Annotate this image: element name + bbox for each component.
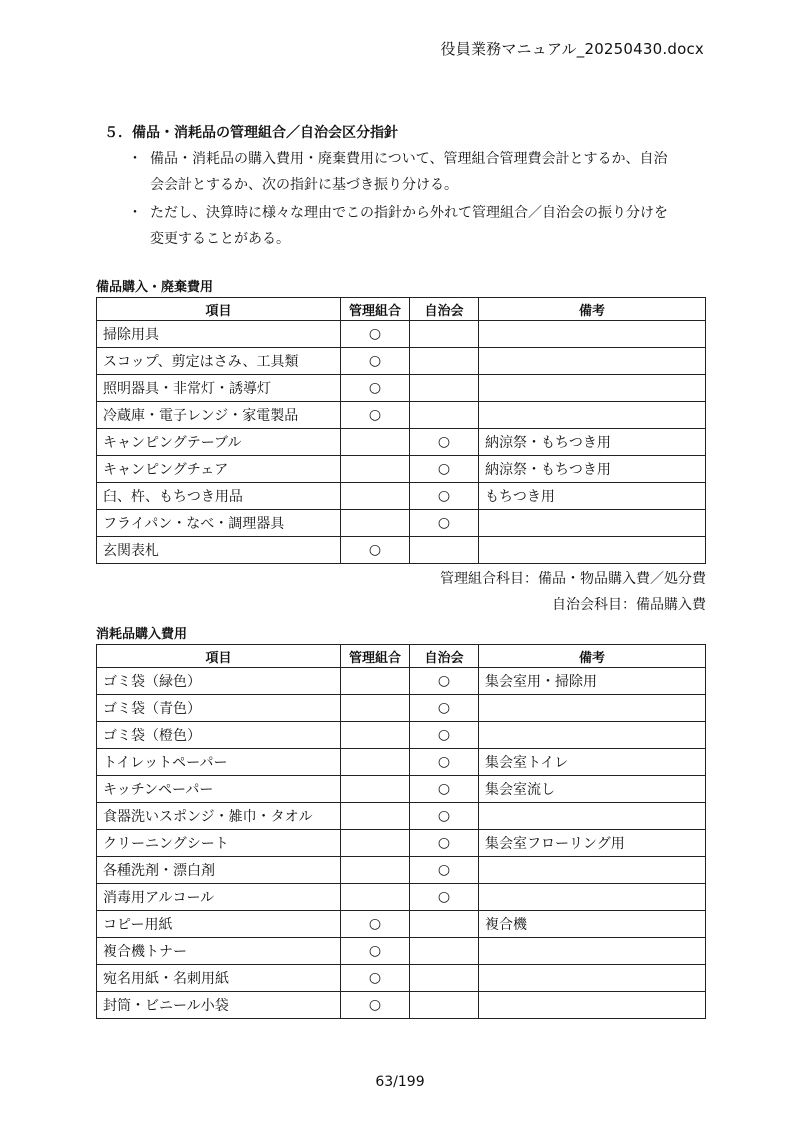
cell-note: 集会室トイレ <box>479 749 706 776</box>
cell-jichi <box>410 537 479 564</box>
cell-item: 宛名用紙・名刺用紙 <box>97 965 341 992</box>
table-row <box>97 695 706 722</box>
cell-item: 臼、杵、もちつき用品 <box>97 483 341 510</box>
cell-note: 集会室流し <box>479 776 706 803</box>
cell-kanri <box>341 776 410 803</box>
cell-item: キャンピングチェア <box>97 456 341 483</box>
cell-kanri: ○ <box>341 965 410 992</box>
cell-kanri: ○ <box>341 321 410 348</box>
cell-jichi: ○ <box>410 695 479 722</box>
cell-item: 冷蔵庫・電子レンジ・家電製品 <box>97 402 341 429</box>
section-title: ５．備品・消耗品の管理組合／自治会区分指針 <box>104 125 398 141</box>
cell-note <box>479 803 706 830</box>
account-note: 管理組合科目：備品・物品購入費／処分費 <box>440 571 706 587</box>
cell-jichi: ○ <box>410 456 479 483</box>
table-row <box>97 749 706 776</box>
cell-kanri <box>341 749 410 776</box>
page-number: 63/199 <box>375 1074 425 1090</box>
table-row <box>97 803 706 830</box>
equipment-table-body <box>97 321 706 564</box>
cell-jichi <box>410 402 479 429</box>
cell-item: ゴミ袋（青色） <box>97 695 341 722</box>
cell-item: ゴミ袋（緑色） <box>97 668 341 695</box>
cell-jichi: ○ <box>410 776 479 803</box>
table-row <box>97 722 706 749</box>
table-row <box>97 402 706 429</box>
equipment-table <box>96 297 706 564</box>
cell-kanri: ○ <box>341 911 410 938</box>
bullet-line: ただし、決算時に様々な理由でこの指針から外れて管理組合／自治会の振り分けを <box>150 205 668 221</box>
cell-item: 消毒用アルコール <box>97 884 341 911</box>
cell-jichi <box>410 911 479 938</box>
cell-item: 食器洗いスポンジ・雑巾・タオル <box>97 803 341 830</box>
cell-jichi: ○ <box>410 722 479 749</box>
cell-item: 玄関表札 <box>97 537 341 564</box>
header-item: 項目 <box>97 298 341 321</box>
cell-note <box>479 348 706 375</box>
cell-note <box>479 722 706 749</box>
cell-kanri <box>341 884 410 911</box>
cell-jichi: ○ <box>410 429 479 456</box>
cell-jichi: ○ <box>410 857 479 884</box>
cell-item: スコップ、剪定はさみ、工具類 <box>97 348 341 375</box>
table-header-row <box>97 298 706 321</box>
cell-item: 各種洗剤・漂白剤 <box>97 857 341 884</box>
cell-item: キャンピングテーブル <box>97 429 341 456</box>
cell-jichi: ○ <box>410 803 479 830</box>
account-notes <box>96 566 706 618</box>
cell-note: 納涼祭・もちつき用 <box>479 429 706 456</box>
cell-kanri: ○ <box>341 938 410 965</box>
cell-note <box>479 992 706 1019</box>
cell-kanri <box>341 857 410 884</box>
cell-jichi <box>410 938 479 965</box>
table-header-row <box>97 645 706 668</box>
table-row <box>97 992 706 1019</box>
table-row <box>97 830 706 857</box>
cell-kanri <box>341 429 410 456</box>
cell-note <box>479 510 706 537</box>
cell-kanri <box>341 722 410 749</box>
cell-kanri: ○ <box>341 992 410 1019</box>
cell-jichi: ○ <box>410 483 479 510</box>
bullet-line: 変更することがある。 <box>150 231 290 247</box>
cell-kanri <box>341 456 410 483</box>
cell-note <box>479 938 706 965</box>
cell-kanri: ○ <box>341 537 410 564</box>
table-row <box>97 938 706 965</box>
header-jichi: 自治会 <box>410 298 479 321</box>
cell-note <box>479 884 706 911</box>
table-row <box>97 776 706 803</box>
cell-note <box>479 695 706 722</box>
cell-note <box>479 375 706 402</box>
cell-note: 集会室フローリング用 <box>479 830 706 857</box>
header-note: 備考 <box>479 298 706 321</box>
header-note: 備考 <box>479 645 706 668</box>
cell-note <box>479 321 706 348</box>
bullet-list <box>96 146 706 252</box>
table-row <box>97 321 706 348</box>
consumables-table <box>96 644 706 1019</box>
cell-item: コピー用紙 <box>97 911 341 938</box>
cell-item: キッチンペーパー <box>97 776 341 803</box>
cell-jichi: ○ <box>410 884 479 911</box>
cell-item: 封筒・ビニール小袋 <box>97 992 341 1019</box>
consumables-table-block <box>96 623 706 1019</box>
table-row <box>97 510 706 537</box>
cell-jichi <box>410 992 479 1019</box>
header-jichi: 自治会 <box>410 645 479 668</box>
cell-kanri <box>341 510 410 537</box>
cell-item: トイレットペーパー <box>97 749 341 776</box>
table-row <box>97 857 706 884</box>
cell-note: 集会室用・掃除用 <box>479 668 706 695</box>
cell-note <box>479 857 706 884</box>
cell-jichi: ○ <box>410 510 479 537</box>
cell-note: 複合機 <box>479 911 706 938</box>
cell-kanri: ○ <box>341 375 410 402</box>
account-note: 自治会科目：備品購入費 <box>552 597 706 613</box>
cell-jichi: ○ <box>410 749 479 776</box>
bullet-item <box>96 200 706 252</box>
cell-item: 複合機トナー <box>97 938 341 965</box>
bullet-dot: ・ <box>128 205 142 221</box>
cell-item: 照明器具・非常灯・誘導灯 <box>97 375 341 402</box>
cell-jichi: ○ <box>410 830 479 857</box>
document-filename: 役員業務マニュアル_20250430.docx <box>440 40 704 58</box>
table-row <box>97 429 706 456</box>
table-row <box>97 483 706 510</box>
section-block <box>96 122 706 254</box>
cell-kanri <box>341 695 410 722</box>
table-row <box>97 375 706 402</box>
table-row <box>97 911 706 938</box>
consumables-table-body <box>97 668 706 1019</box>
header-kanri: 管理組合 <box>341 298 410 321</box>
table-row <box>97 965 706 992</box>
table-row <box>97 668 706 695</box>
bullet-line: 会会計とするか、次の指針に基づき振り分ける。 <box>150 177 458 193</box>
cell-jichi <box>410 348 479 375</box>
consumables-table-caption: 消耗品購入費用 <box>96 627 188 642</box>
cell-note <box>479 402 706 429</box>
header-item: 項目 <box>97 645 341 668</box>
bullet-item <box>96 146 706 198</box>
header-kanri: 管理組合 <box>341 645 410 668</box>
equipment-table-block <box>96 276 706 618</box>
cell-item: ゴミ袋（橙色） <box>97 722 341 749</box>
cell-kanri <box>341 668 410 695</box>
cell-note <box>479 965 706 992</box>
table-row <box>97 884 706 911</box>
cell-note <box>479 537 706 564</box>
cell-kanri <box>341 483 410 510</box>
cell-kanri <box>341 830 410 857</box>
equipment-table-caption: 備品購入・廃棄費用 <box>96 280 214 295</box>
table-row <box>97 537 706 564</box>
cell-item: クリーニングシート <box>97 830 341 857</box>
cell-kanri: ○ <box>341 348 410 375</box>
cell-jichi <box>410 375 479 402</box>
table-row <box>97 348 706 375</box>
cell-item: 掃除用具 <box>97 321 341 348</box>
table-row <box>97 456 706 483</box>
cell-note: もちつき用 <box>479 483 706 510</box>
bullet-dot: ・ <box>128 151 142 167</box>
cell-kanri <box>341 803 410 830</box>
cell-jichi <box>410 965 479 992</box>
cell-jichi: ○ <box>410 668 479 695</box>
cell-kanri: ○ <box>341 402 410 429</box>
cell-jichi <box>410 321 479 348</box>
cell-item: フライパン・なべ・調理器具 <box>97 510 341 537</box>
cell-note: 納涼祭・もちつき用 <box>479 456 706 483</box>
bullet-line: 備品・消耗品の購入費用・廃棄費用について、管理組合管理費会計とするか、自治 <box>150 151 668 167</box>
